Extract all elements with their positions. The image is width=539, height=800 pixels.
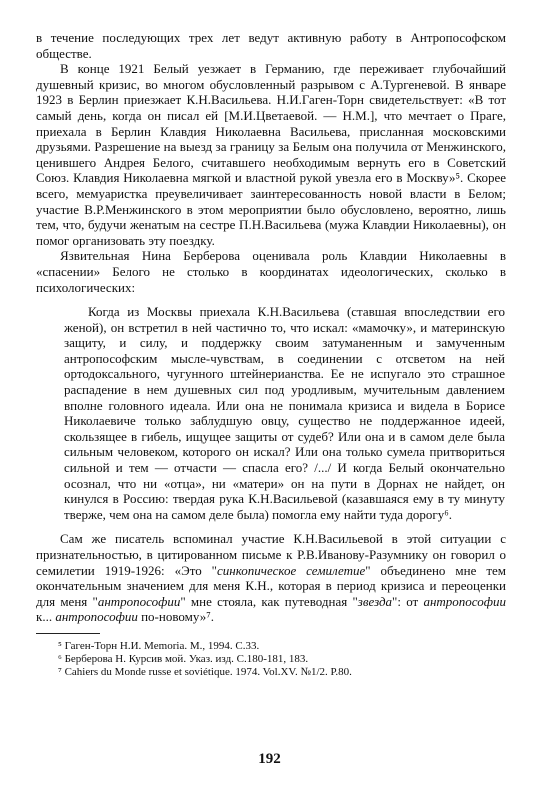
footnote-5: ⁵ Гаген-Торн Н.И. Memoria. М., 1994. С.33. (58, 639, 260, 652)
block-quote-berberova: Когда из Москвы приехала К.Н.Васильева (ставшая впоследствии его женой), он встретил в ней частично то, что искал: «мамочку», и материнскую защиту, и силу, и поддержку своим затуманенным и замученным антропософским мысле-чувствам, в соединении с отсветом на ней ортодоксального, чугунного штейнерианства. Ее не испугало это страшное распадение в нем душевных сил под уродливым, мучительным давлением вполне головного идеала. Или она не понимала кризиса и видела в Борисе Николаевиче только заблудшую овцу, существо не поддержанное идеей, скользящее в гибель, ищущее защиты от судеб? Или она и в самом деле была сильным человеком, которого он искал? Или она только сумела притвориться сильной и тем — отчасти — спасла его? /.../ И когда Белый окончательно осознал, что ни «отца», ни «матери» он на пути в Дорнах не найдет, он кинулся в Россию: твердая рука К.Н.Васильевой (казавшаяся ему в ту минуту тверже, чем она на самом деле была) помогла ему найти туда дорогу⁶. (64, 304, 505, 522)
footnote-divider (36, 633, 100, 634)
paragraph-belyi-germany: В конце 1921 Белый уезжает в Германию, где переживает глубочайший душевный кризис, во многом обусловленный разрывом с А.Тургеневой. В январе 1923 в Берлин приезжает К.Н.Васильева. Н.И.Гаген-Торн свидетельствует: «В тот самый день, когда он писал ей [М.И.Цветаевой. — Н.М.], что мечтает о Праге, приехала в Берлин Клавдия Николаевна Васильева, присланная московскими друзьями. Разрешение на выезд за границу за Белым она получила от Менжинского, ценившего Андрея Белого, считавшего необходимым вернуть его в Советский Союз. Клавдия Николаевна мягкой и властной рукой увезла его в Москву»⁵. Скорее всего, мемуаристка преувеличивает заинтересованность новой власти в Белом; участие В.Р.Менжинского в этом мероприятии было обусловлено, вероятно, лишь тем, что, будучи женатым на сестре П.Н.Васильева (мужа Клавдии Николаевны), он помог организовать эту поездку. (36, 61, 506, 248)
footnote-7: ⁷ Cahiers du Monde russe et soviétique. 1974. Vol.XV. №1/2. P.80. (58, 665, 352, 678)
closing-italic-4: антропософии (423, 593, 506, 609)
closing-italic-3: звезда (357, 593, 393, 609)
paragraph-berberova-intro: Язвительная Нина Берберова оценивала роль Клавдии Николаевны в «спасении» Белого не столько в координатах идеологических, сколько в психологических: (36, 248, 506, 295)
closing-text-2: " объединено мне тем окончательным значением для меня К.Н., которая в период кризиса и переоценки для меня " (36, 562, 506, 609)
closing-italic-5: антропософии (55, 609, 138, 625)
closing-text-1: Сам же писатель вспоминал участие К.Н.Васильевой в этой ситуации с признательностью, в цитированном письме к Р.В.Иванову-Разумнику он говорил о семилетии 1919-1926: «Это " (36, 531, 506, 578)
closing-text-4: ": от (392, 593, 424, 609)
closing-italic-2: антропософии (97, 593, 181, 609)
closing-text-6: по-новому»⁷. (137, 609, 214, 625)
paragraph-continuation: в течение последующих трех лет ведут активную работу в Антропософском обществе. (36, 30, 506, 61)
page-body (36, 30, 506, 679)
page-number: 192 (258, 751, 281, 767)
footnote-6: ⁶ Берберова Н. Курсив мой. Указ. изд. С.180-181, 183. (58, 652, 309, 665)
paragraph-closing (36, 531, 506, 625)
closing-text-5: к... (36, 609, 56, 625)
closing-text-3: " мне стояла, как путеводная " (180, 593, 358, 609)
closing-italic-1: синкопическое семилетие (216, 562, 366, 578)
